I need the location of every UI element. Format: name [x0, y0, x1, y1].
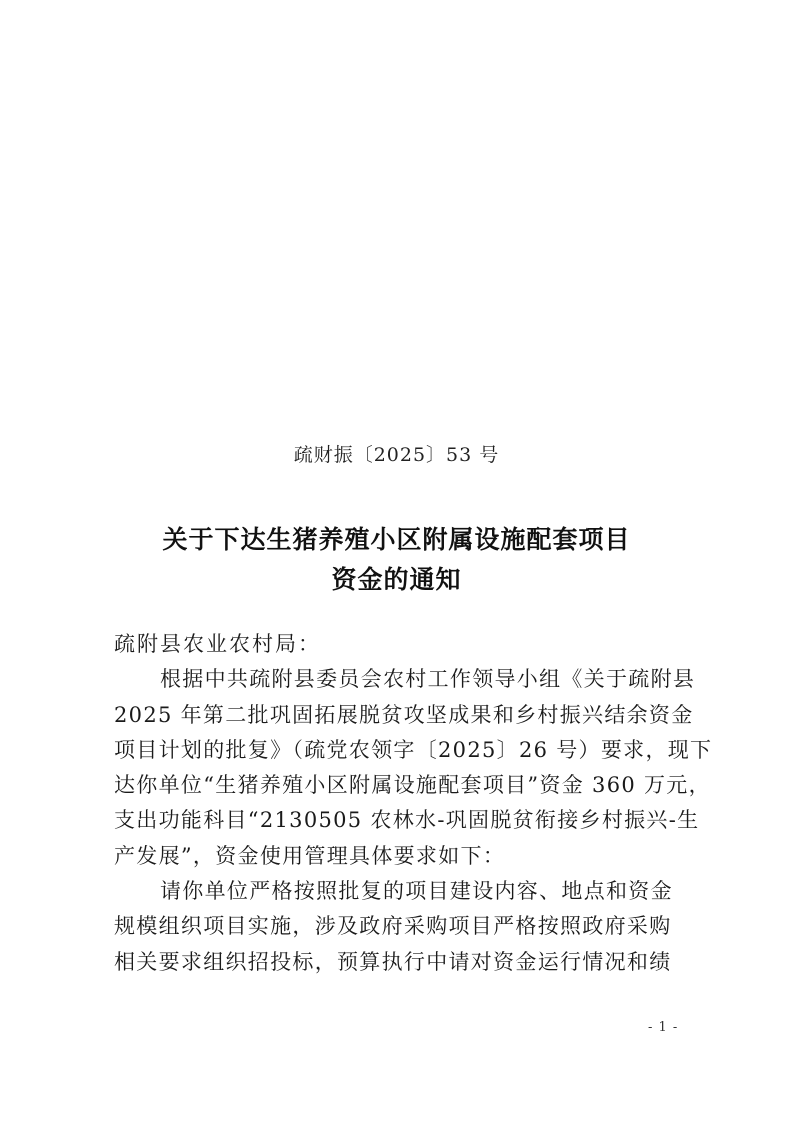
salutation: 疏附县农业农村局： [114, 632, 321, 656]
paragraph-line: 支出功能科目“2130505 农林水-巩固脱贫衔接乡村振兴-生 [114, 808, 700, 833]
paragraph-2 [114, 874, 674, 980]
paragraph-line: 2025 年第二批巩固拓展脱贫攻坚成果和乡村振兴结余资金 [114, 702, 694, 727]
paragraph-line: 产发展”，资金使用管理具体要求如下： [114, 843, 506, 868]
document-title [0, 520, 793, 600]
paragraph-line: 项目计划的批复》（疏党农领字〔2025〕26 号）要求，现下 [114, 737, 713, 762]
paragraph-line: 请你单位严格按照批复的项目建设内容、地点和资金 [160, 879, 673, 904]
paragraph-1 [114, 662, 713, 874]
document-body [114, 627, 713, 980]
paragraph-line: 根据中共疏附县委员会农村工作领导小组《关于疏附县 [160, 667, 696, 692]
paragraph-line: 相关要求组织招投标，预算执行中请对资金运行情况和绩 [114, 949, 672, 974]
title-line-1: 关于下达生猪养殖小区附属设施配套项目 [162, 525, 631, 554]
paragraph-line: 规模组织项目实施，涉及政府采购项目严格按照政府采购 [114, 914, 672, 939]
paragraph-line: 达你单位“生猪养殖小区附属设施配套项目”资金 360 万元， [114, 773, 711, 798]
title-line-2: 资金的通知 [331, 565, 462, 594]
document-number: 疏财振〔2025〕53 号 [293, 444, 500, 466]
page-number: - 1 - [648, 1020, 679, 1035]
